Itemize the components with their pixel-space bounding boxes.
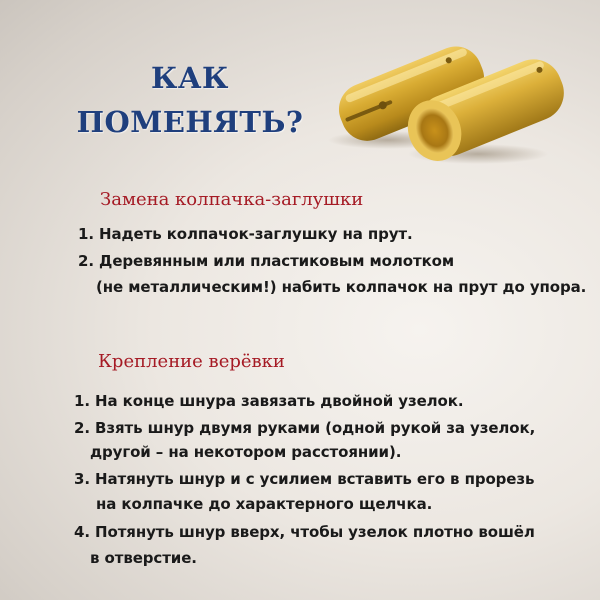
title-line-1: КАК (151, 61, 229, 95)
rope-step-2-continued: другой – на некотором расстоянии). (90, 443, 402, 461)
rope-step-1: 1. На конце шнура завязать двойной узелок. (74, 392, 464, 410)
title-line-2: ПОМЕНЯТЬ? (76, 105, 304, 139)
rope-step-4-continued: в отверстие. (90, 549, 197, 567)
cap-step-2-continued: (не металлическим!) набить колпачок на прут до упора. (96, 278, 587, 296)
section-heading-cap-replacement: Замена колпачка-заглушки (100, 189, 364, 210)
page-title (70, 56, 310, 144)
section-heading-rope-fastening: Крепление верёвки (98, 351, 285, 372)
cap-step-1: 1. Надеть колпачок-заглушку на прут. (78, 225, 413, 243)
cap-step-2: 2. Деревянным или пластиковым молотком (78, 252, 455, 270)
rope-step-3: 3. Натянуть шнур и с усилием вставить его в прорезь (74, 470, 535, 488)
rope-step-2: 2. Взять шнур двумя руками (одной рукой за узелок, (74, 419, 536, 437)
cap-product-image (318, 22, 578, 167)
rope-step-3-continued: на колпачке до характерного щелчка. (96, 495, 433, 513)
rope-step-4: 4. Потянуть шнур вверх, чтобы узелок плотно вошёл (74, 523, 535, 541)
